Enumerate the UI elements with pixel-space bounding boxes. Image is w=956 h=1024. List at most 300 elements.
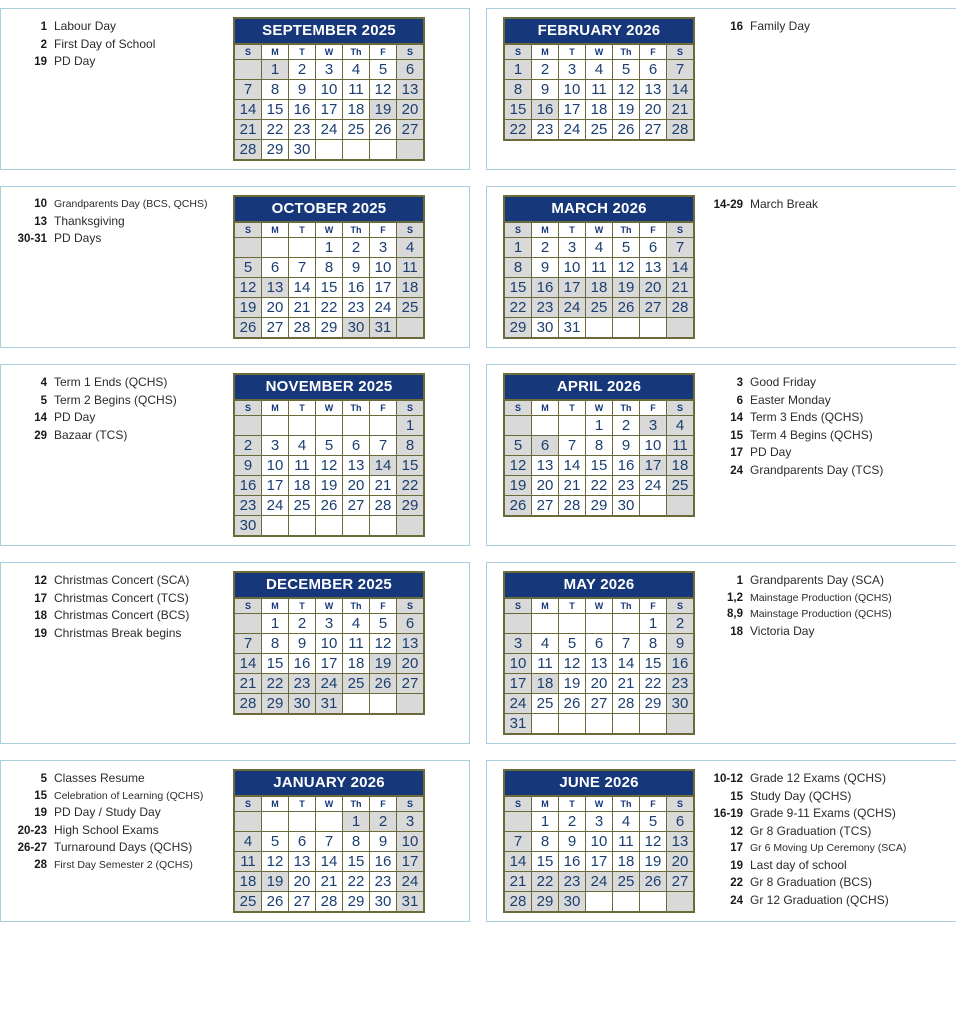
day-cell[interactable]: 31 [504,714,532,735]
day-cell[interactable]: 1 [262,60,289,80]
day-cell[interactable]: 9 [532,258,559,278]
day-cell[interactable]: 17 [559,278,586,298]
day-cell[interactable]: 3 [316,614,343,634]
day-cell[interactable]: 23 [667,674,695,694]
day-cell[interactable]: 5 [613,238,640,258]
day-cell[interactable]: 2 [667,614,695,634]
day-cell[interactable]: 13 [586,654,613,674]
day-cell[interactable]: 21 [316,872,343,892]
day-cell[interactable]: 16 [289,100,316,120]
day-cell[interactable]: 1 [640,614,667,634]
day-cell[interactable]: 29 [262,694,289,715]
day-cell[interactable]: 27 [532,496,559,517]
day-cell[interactable]: 14 [370,456,397,476]
day-cell[interactable]: 4 [613,812,640,832]
day-cell[interactable]: 5 [234,258,262,278]
day-cell[interactable]: 18 [343,100,370,120]
day-cell[interactable]: 27 [397,120,425,140]
day-cell[interactable]: 24 [262,496,289,516]
day-cell[interactable]: 24 [370,298,397,318]
day-cell[interactable]: 2 [289,60,316,80]
day-cell[interactable]: 12 [370,634,397,654]
day-cell[interactable]: 1 [397,416,425,436]
day-cell[interactable]: 12 [640,832,667,852]
day-cell[interactable]: 3 [504,634,532,654]
day-cell[interactable]: 10 [586,832,613,852]
day-cell[interactable]: 6 [262,258,289,278]
day-cell[interactable]: 22 [316,298,343,318]
day-cell[interactable]: 15 [262,100,289,120]
day-cell[interactable]: 20 [532,476,559,496]
day-cell[interactable]: 23 [532,120,559,141]
day-cell[interactable]: 26 [559,694,586,714]
day-cell[interactable]: 3 [316,60,343,80]
day-cell[interactable]: 11 [667,436,695,456]
day-cell[interactable]: 19 [613,278,640,298]
day-cell[interactable]: 2 [532,238,559,258]
day-cell[interactable]: 19 [316,476,343,496]
day-cell[interactable]: 15 [262,654,289,674]
day-cell[interactable]: 6 [343,436,370,456]
day-cell[interactable]: 12 [234,278,262,298]
day-cell[interactable]: 18 [289,476,316,496]
day-cell[interactable]: 14 [667,80,695,100]
day-cell[interactable]: 28 [289,318,316,339]
day-cell[interactable]: 28 [234,694,262,715]
day-cell[interactable]: 17 [262,476,289,496]
day-cell[interactable]: 10 [559,258,586,278]
day-cell[interactable]: 10 [316,634,343,654]
day-cell[interactable]: 7 [559,436,586,456]
day-cell[interactable]: 5 [613,60,640,80]
day-cell[interactable]: 25 [586,120,613,141]
day-cell[interactable]: 31 [559,318,586,339]
day-cell[interactable]: 7 [667,238,695,258]
day-cell[interactable]: 11 [343,634,370,654]
day-cell[interactable]: 2 [559,812,586,832]
day-cell[interactable]: 26 [613,298,640,318]
day-cell[interactable]: 8 [262,634,289,654]
day-cell[interactable]: 24 [397,872,425,892]
day-cell[interactable]: 29 [397,496,425,516]
day-cell[interactable]: 10 [316,80,343,100]
day-cell[interactable]: 20 [640,100,667,120]
day-cell[interactable]: 21 [559,476,586,496]
day-cell[interactable]: 6 [667,812,695,832]
day-cell[interactable]: 15 [504,278,532,298]
day-cell[interactable]: 8 [586,436,613,456]
day-cell[interactable]: 27 [289,892,316,913]
day-cell[interactable]: 29 [504,318,532,339]
day-cell[interactable]: 14 [234,100,262,120]
day-cell[interactable]: 24 [559,120,586,141]
day-cell[interactable]: 1 [316,238,343,258]
day-cell[interactable]: 21 [370,476,397,496]
day-cell[interactable]: 20 [640,278,667,298]
day-cell[interactable]: 18 [343,654,370,674]
day-cell[interactable]: 9 [370,832,397,852]
day-cell[interactable]: 29 [532,892,559,913]
day-cell[interactable]: 28 [559,496,586,517]
day-cell[interactable]: 19 [559,674,586,694]
day-cell[interactable]: 11 [532,654,559,674]
day-cell[interactable]: 5 [262,832,289,852]
day-cell[interactable]: 7 [370,436,397,456]
day-cell[interactable]: 3 [397,812,425,832]
day-cell[interactable]: 21 [613,674,640,694]
day-cell[interactable]: 15 [532,852,559,872]
day-cell[interactable]: 8 [504,258,532,278]
day-cell[interactable]: 17 [504,674,532,694]
day-cell[interactable]: 22 [532,872,559,892]
day-cell[interactable]: 23 [370,872,397,892]
day-cell[interactable]: 14 [234,654,262,674]
day-cell[interactable]: 7 [667,60,695,80]
day-cell[interactable]: 18 [532,674,559,694]
day-cell[interactable]: 31 [397,892,425,913]
day-cell[interactable]: 6 [532,436,559,456]
day-cell[interactable]: 24 [586,872,613,892]
day-cell[interactable]: 1 [262,614,289,634]
day-cell[interactable]: 9 [289,634,316,654]
day-cell[interactable]: 15 [504,100,532,120]
day-cell[interactable]: 4 [586,60,613,80]
day-cell[interactable]: 30 [370,892,397,913]
day-cell[interactable]: 3 [370,238,397,258]
day-cell[interactable]: 26 [234,318,262,339]
day-cell[interactable]: 10 [370,258,397,278]
day-cell[interactable]: 28 [370,496,397,516]
day-cell[interactable]: 28 [316,892,343,913]
day-cell[interactable]: 26 [613,120,640,141]
day-cell[interactable]: 20 [586,674,613,694]
day-cell[interactable]: 27 [343,496,370,516]
day-cell[interactable]: 4 [289,436,316,456]
day-cell[interactable]: 26 [370,120,397,140]
day-cell[interactable]: 23 [613,476,640,496]
day-cell[interactable]: 7 [613,634,640,654]
day-cell[interactable]: 11 [343,80,370,100]
day-cell[interactable]: 6 [586,634,613,654]
day-cell[interactable]: 21 [504,872,532,892]
day-cell[interactable]: 10 [504,654,532,674]
day-cell[interactable]: 29 [262,140,289,161]
day-cell[interactable]: 10 [262,456,289,476]
day-cell[interactable]: 24 [504,694,532,714]
day-cell[interactable]: 24 [559,298,586,318]
day-cell[interactable]: 14 [289,278,316,298]
day-cell[interactable]: 7 [316,832,343,852]
day-cell[interactable]: 21 [289,298,316,318]
day-cell[interactable]: 7 [234,634,262,654]
day-cell[interactable]: 17 [370,278,397,298]
day-cell[interactable]: 2 [289,614,316,634]
day-cell[interactable]: 5 [640,812,667,832]
day-cell[interactable]: 12 [559,654,586,674]
day-cell[interactable]: 25 [343,120,370,140]
day-cell[interactable]: 29 [640,694,667,714]
day-cell[interactable]: 24 [640,476,667,496]
day-cell[interactable]: 17 [397,852,425,872]
day-cell[interactable]: 3 [559,60,586,80]
day-cell[interactable]: 25 [613,872,640,892]
day-cell[interactable]: 13 [289,852,316,872]
day-cell[interactable]: 21 [667,100,695,120]
day-cell[interactable]: 15 [640,654,667,674]
day-cell[interactable]: 19 [613,100,640,120]
day-cell[interactable]: 8 [397,436,425,456]
day-cell[interactable]: 16 [370,852,397,872]
day-cell[interactable]: 26 [640,872,667,892]
day-cell[interactable]: 28 [234,140,262,161]
day-cell[interactable]: 15 [316,278,343,298]
day-cell[interactable]: 9 [343,258,370,278]
day-cell[interactable]: 1 [586,416,613,436]
day-cell[interactable]: 20 [343,476,370,496]
day-cell[interactable]: 11 [289,456,316,476]
day-cell[interactable]: 13 [262,278,289,298]
day-cell[interactable]: 17 [316,654,343,674]
day-cell[interactable]: 14 [559,456,586,476]
day-cell[interactable]: 9 [559,832,586,852]
day-cell[interactable]: 8 [640,634,667,654]
day-cell[interactable]: 8 [316,258,343,278]
day-cell[interactable]: 21 [667,278,695,298]
day-cell[interactable]: 31 [370,318,397,339]
day-cell[interactable]: 15 [343,852,370,872]
day-cell[interactable]: 23 [289,120,316,140]
day-cell[interactable]: 27 [262,318,289,339]
day-cell[interactable]: 8 [532,832,559,852]
day-cell[interactable]: 2 [532,60,559,80]
day-cell[interactable]: 16 [532,100,559,120]
day-cell[interactable]: 29 [316,318,343,339]
day-cell[interactable]: 22 [586,476,613,496]
day-cell[interactable]: 15 [586,456,613,476]
day-cell[interactable]: 25 [667,476,695,496]
day-cell[interactable]: 4 [234,832,262,852]
day-cell[interactable]: 7 [234,80,262,100]
day-cell[interactable]: 25 [532,694,559,714]
day-cell[interactable]: 27 [586,694,613,714]
day-cell[interactable]: 12 [504,456,532,476]
day-cell[interactable]: 24 [316,674,343,694]
day-cell[interactable]: 30 [532,318,559,339]
day-cell[interactable]: 30 [559,892,586,913]
day-cell[interactable]: 19 [370,100,397,120]
day-cell[interactable]: 25 [586,298,613,318]
day-cell[interactable]: 30 [667,694,695,714]
day-cell[interactable]: 15 [397,456,425,476]
day-cell[interactable]: 3 [586,812,613,832]
day-cell[interactable]: 13 [640,258,667,278]
day-cell[interactable]: 20 [397,100,425,120]
day-cell[interactable]: 22 [343,872,370,892]
day-cell[interactable]: 12 [370,80,397,100]
day-cell[interactable]: 28 [667,298,695,318]
day-cell[interactable]: 21 [234,120,262,140]
day-cell[interactable]: 27 [667,872,695,892]
day-cell[interactable]: 18 [397,278,425,298]
day-cell[interactable]: 16 [613,456,640,476]
day-cell[interactable]: 16 [532,278,559,298]
day-cell[interactable]: 9 [613,436,640,456]
day-cell[interactable]: 28 [613,694,640,714]
day-cell[interactable]: 19 [370,654,397,674]
day-cell[interactable]: 4 [532,634,559,654]
day-cell[interactable]: 2 [234,436,262,456]
day-cell[interactable]: 10 [640,436,667,456]
day-cell[interactable]: 25 [289,496,316,516]
day-cell[interactable]: 1 [343,812,370,832]
day-cell[interactable]: 14 [613,654,640,674]
day-cell[interactable]: 28 [667,120,695,141]
day-cell[interactable]: 17 [586,852,613,872]
day-cell[interactable]: 12 [316,456,343,476]
day-cell[interactable]: 19 [504,476,532,496]
day-cell[interactable]: 13 [343,456,370,476]
day-cell[interactable]: 5 [504,436,532,456]
day-cell[interactable]: 24 [316,120,343,140]
day-cell[interactable]: 30 [289,694,316,715]
day-cell[interactable]: 30 [343,318,370,339]
day-cell[interactable]: 11 [586,80,613,100]
day-cell[interactable]: 17 [640,456,667,476]
day-cell[interactable]: 23 [532,298,559,318]
day-cell[interactable]: 30 [289,140,316,161]
day-cell[interactable]: 18 [586,100,613,120]
day-cell[interactable]: 18 [586,278,613,298]
day-cell[interactable]: 17 [559,100,586,120]
day-cell[interactable]: 22 [262,674,289,694]
day-cell[interactable]: 26 [316,496,343,516]
day-cell[interactable]: 11 [397,258,425,278]
day-cell[interactable]: 3 [640,416,667,436]
day-cell[interactable]: 14 [667,258,695,278]
day-cell[interactable]: 26 [370,674,397,694]
day-cell[interactable]: 2 [370,812,397,832]
day-cell[interactable]: 9 [234,456,262,476]
day-cell[interactable]: 12 [613,258,640,278]
day-cell[interactable]: 3 [559,238,586,258]
day-cell[interactable]: 19 [234,298,262,318]
day-cell[interactable]: 18 [613,852,640,872]
day-cell[interactable]: 27 [397,674,425,694]
day-cell[interactable]: 1 [504,60,532,80]
day-cell[interactable]: 27 [640,120,667,141]
day-cell[interactable]: 27 [640,298,667,318]
day-cell[interactable]: 13 [667,832,695,852]
day-cell[interactable]: 4 [343,60,370,80]
day-cell[interactable]: 6 [289,832,316,852]
day-cell[interactable]: 16 [667,654,695,674]
day-cell[interactable]: 21 [234,674,262,694]
day-cell[interactable]: 20 [667,852,695,872]
day-cell[interactable]: 5 [316,436,343,456]
day-cell[interactable]: 22 [397,476,425,496]
day-cell[interactable]: 29 [586,496,613,517]
day-cell[interactable]: 22 [262,120,289,140]
day-cell[interactable]: 19 [262,872,289,892]
day-cell[interactable]: 25 [343,674,370,694]
day-cell[interactable]: 26 [504,496,532,517]
day-cell[interactable]: 23 [289,674,316,694]
day-cell[interactable]: 13 [397,634,425,654]
day-cell[interactable]: 1 [532,812,559,832]
day-cell[interactable]: 30 [234,516,262,537]
day-cell[interactable]: 12 [613,80,640,100]
day-cell[interactable]: 5 [559,634,586,654]
day-cell[interactable]: 4 [397,238,425,258]
day-cell[interactable]: 5 [370,614,397,634]
day-cell[interactable]: 16 [289,654,316,674]
day-cell[interactable]: 11 [613,832,640,852]
day-cell[interactable]: 9 [532,80,559,100]
day-cell[interactable]: 2 [613,416,640,436]
day-cell[interactable]: 29 [343,892,370,913]
day-cell[interactable]: 20 [397,654,425,674]
day-cell[interactable]: 26 [262,892,289,913]
day-cell[interactable]: 4 [343,614,370,634]
day-cell[interactable]: 13 [397,80,425,100]
day-cell[interactable]: 23 [234,496,262,516]
day-cell[interactable]: 3 [262,436,289,456]
day-cell[interactable]: 8 [262,80,289,100]
day-cell[interactable]: 14 [504,852,532,872]
day-cell[interactable]: 23 [559,872,586,892]
day-cell[interactable]: 30 [613,496,640,517]
day-cell[interactable]: 16 [234,476,262,496]
day-cell[interactable]: 25 [234,892,262,913]
day-cell[interactable]: 18 [667,456,695,476]
day-cell[interactable]: 28 [504,892,532,913]
day-cell[interactable]: 10 [559,80,586,100]
day-cell[interactable]: 4 [586,238,613,258]
day-cell[interactable]: 9 [289,80,316,100]
day-cell[interactable]: 11 [586,258,613,278]
day-cell[interactable]: 22 [504,120,532,141]
day-cell[interactable]: 31 [316,694,343,715]
day-cell[interactable]: 6 [640,238,667,258]
day-cell[interactable]: 17 [316,100,343,120]
day-cell[interactable]: 7 [504,832,532,852]
day-cell[interactable]: 20 [289,872,316,892]
day-cell[interactable]: 6 [397,614,425,634]
day-cell[interactable]: 9 [667,634,695,654]
day-cell[interactable]: 8 [343,832,370,852]
day-cell[interactable]: 12 [262,852,289,872]
day-cell[interactable]: 13 [532,456,559,476]
day-cell[interactable]: 6 [397,60,425,80]
day-cell[interactable]: 16 [343,278,370,298]
day-cell[interactable]: 20 [262,298,289,318]
day-cell[interactable]: 5 [370,60,397,80]
day-cell[interactable]: 23 [343,298,370,318]
day-cell[interactable]: 11 [234,852,262,872]
day-cell[interactable]: 18 [234,872,262,892]
day-cell[interactable]: 19 [640,852,667,872]
day-cell[interactable]: 10 [397,832,425,852]
day-cell[interactable]: 4 [667,416,695,436]
day-cell[interactable]: 22 [504,298,532,318]
day-cell[interactable]: 14 [316,852,343,872]
day-cell[interactable]: 22 [640,674,667,694]
day-cell[interactable]: 2 [343,238,370,258]
day-cell[interactable]: 16 [559,852,586,872]
day-cell[interactable]: 8 [504,80,532,100]
day-cell[interactable]: 25 [397,298,425,318]
day-cell[interactable]: 7 [289,258,316,278]
